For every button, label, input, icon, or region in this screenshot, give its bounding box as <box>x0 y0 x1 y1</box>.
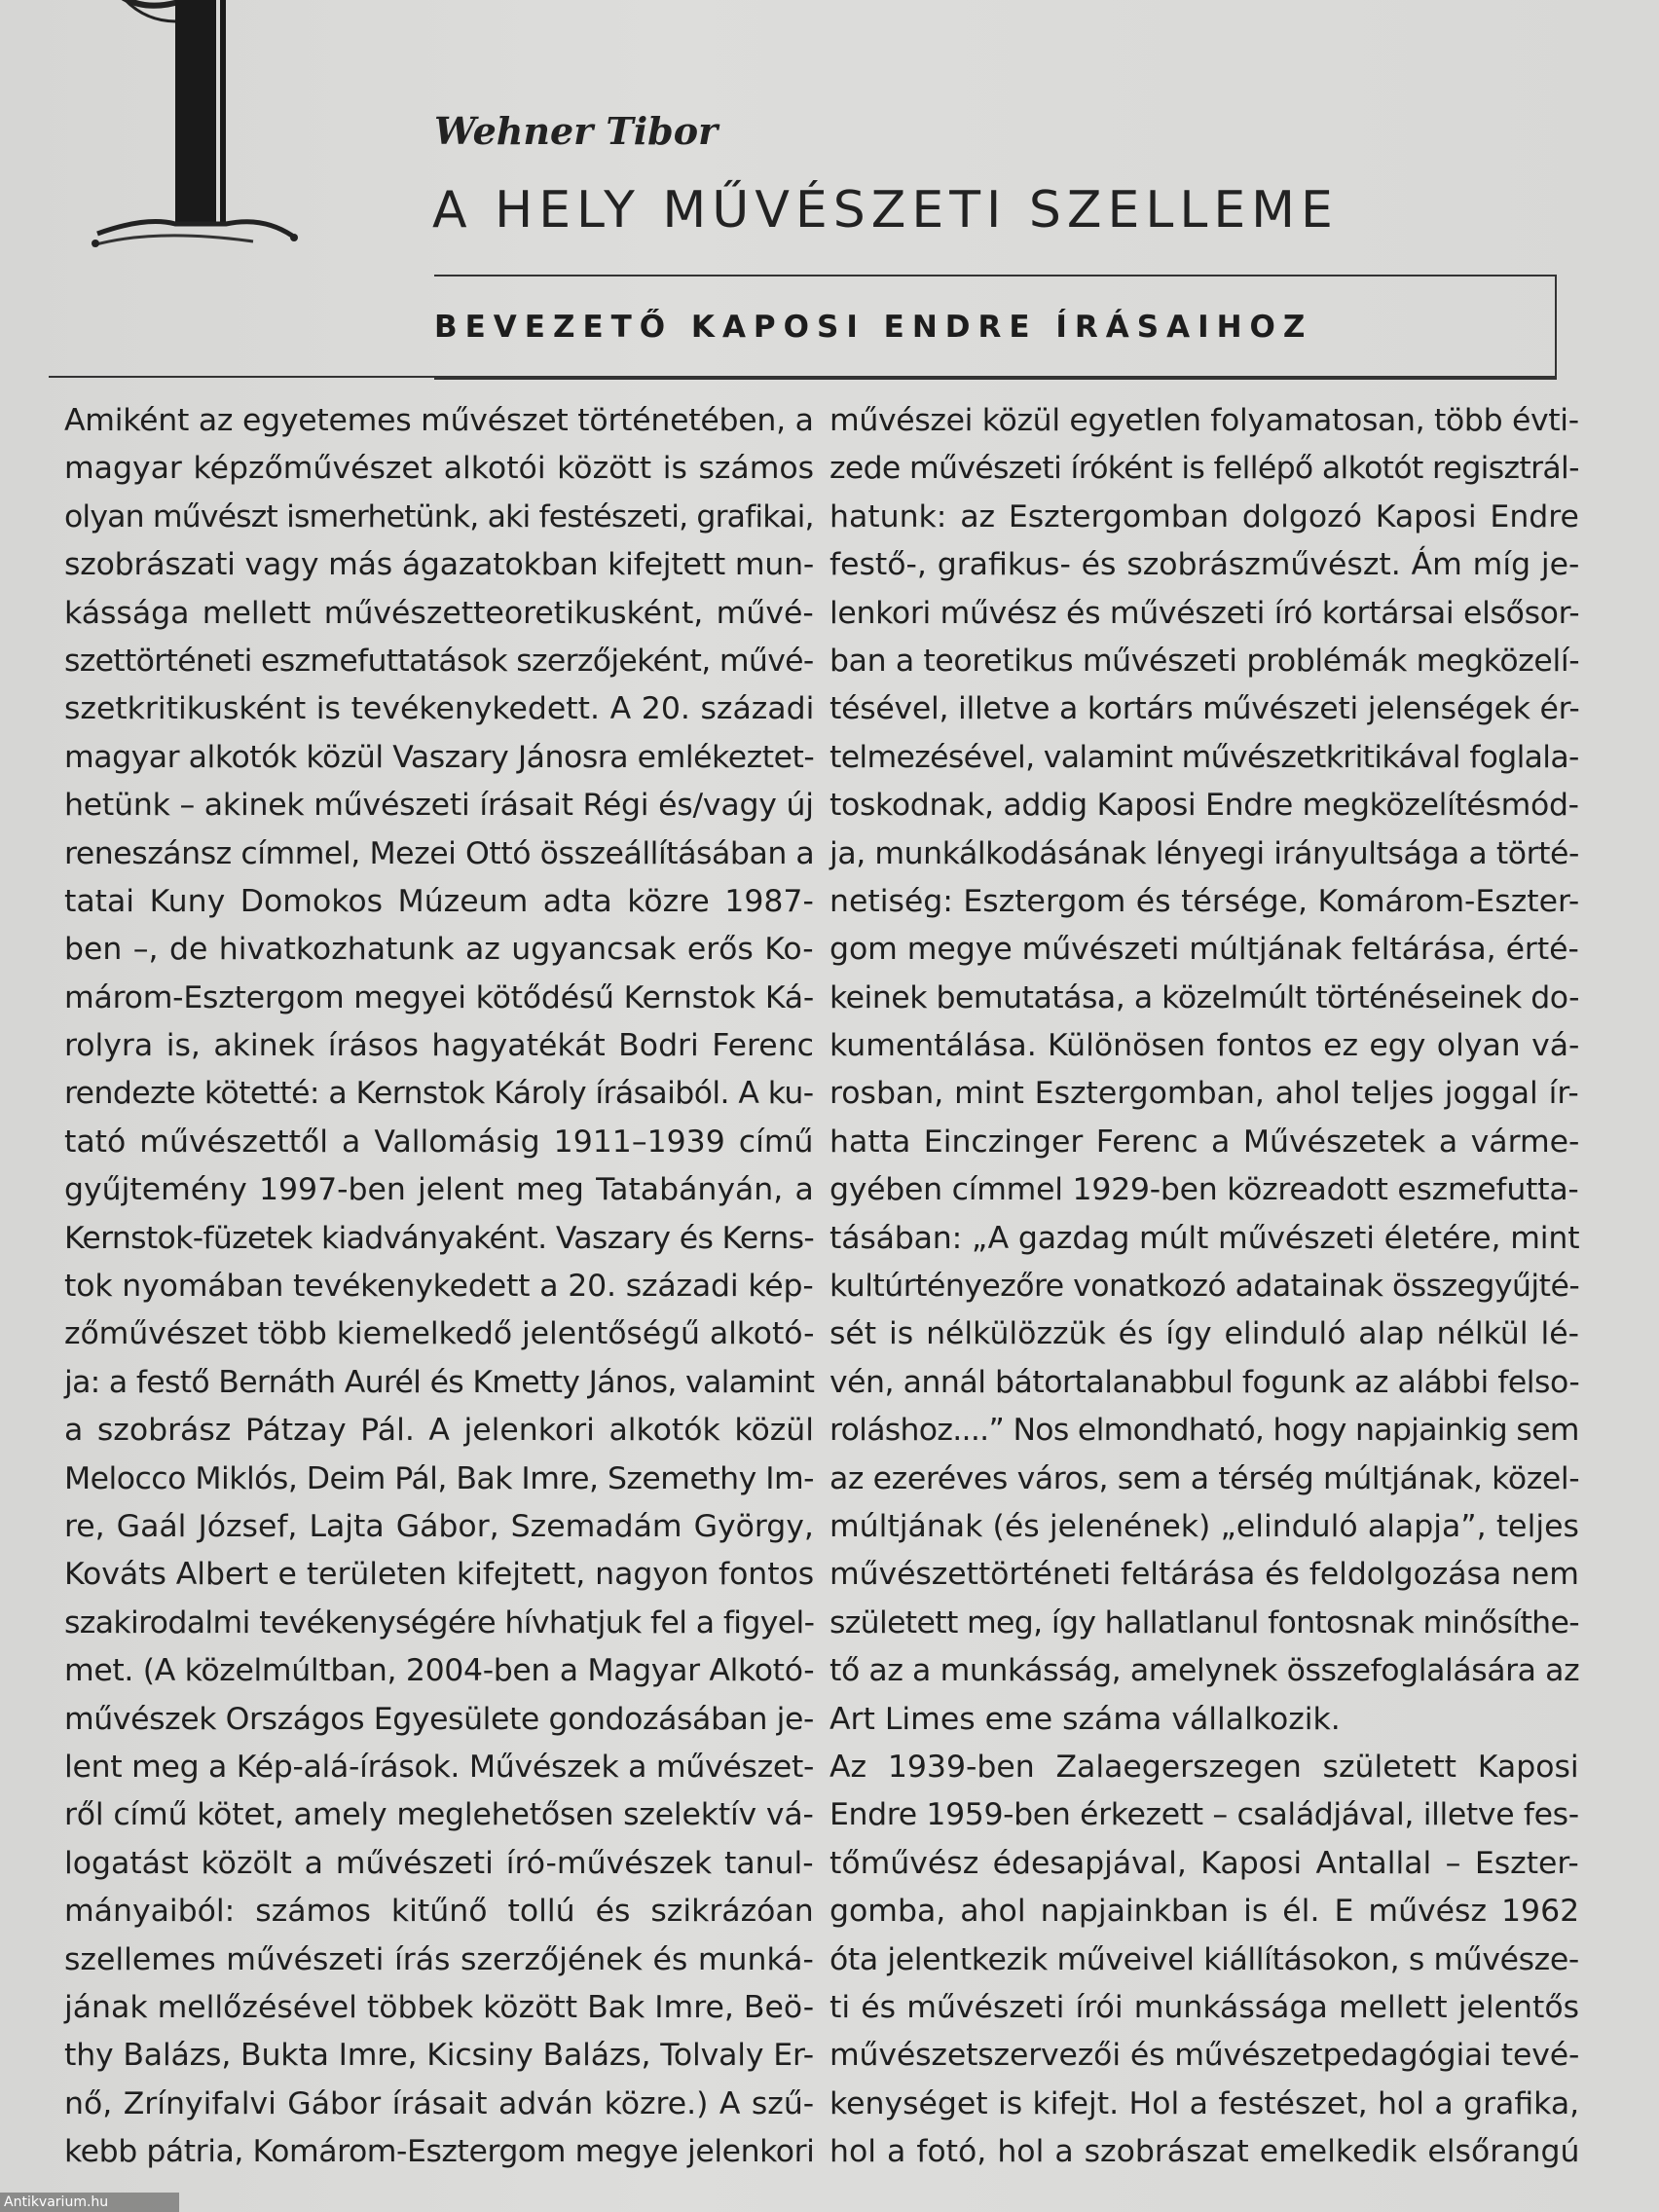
text-line: logatást közölt a művészeti író-művészek tanul- <box>64 1845 814 1881</box>
decorative-initial-letter-i <box>58 0 312 253</box>
text-line: Endre 1959-ben érkezett – családjával, illetve fes- <box>830 1797 1579 1833</box>
text-line: gomba, ahol napjainkban is él. E művész 1962 <box>830 1894 1580 1930</box>
text-line: született meg, így hallatlanul fontosnak minősíthe- <box>830 1604 1579 1641</box>
text-line: tőművész édesapjával, Kaposi Antallal – Eszter- <box>830 1845 1579 1881</box>
text-line: kebb pátria, Komárom-Esztergom megye jelenkori <box>64 2134 815 2170</box>
text-line: ja, munkálkodásának lényegi irányultsága a törté- <box>830 835 1579 871</box>
text-line: thy Balázs, Bukta Imre, Kicsiny Balázs, Tolvaly Er- <box>64 2038 814 2074</box>
text-line: művészetszervezői és művészetpedagógiai tevé- <box>830 2038 1580 2074</box>
text-line: hatunk: az Esztergomban dolgozó Kaposi Endre <box>830 498 1579 535</box>
text-line: Art Limes eme száma vállalkozik. <box>830 1701 1341 1737</box>
author-name: Wehner Tibor <box>434 109 719 153</box>
text-line: tok nyomában tevékenykedett a 20. századi kép- <box>64 1269 814 1305</box>
text-line: Az 1939-ben Zalaegerszegen született Kaposi <box>830 1749 1579 1785</box>
subtitle-rule <box>49 376 1557 378</box>
text-line: gyűjtemény 1997-ben jelent meg Tatabányán, a <box>64 1172 814 1208</box>
text-line: netiség: Esztergom és térsége, Komárom-Eszter- <box>830 883 1580 919</box>
text-column-right <box>830 397 1579 2176</box>
watermark: Antikvarium.hu <box>0 2193 179 2212</box>
text-line: mányaiból: számos kitűnő tollú és szikrázóan <box>64 1894 814 1930</box>
text-line: magyar alkotók közül Vaszary Jánosra emlékeztet- <box>64 739 815 775</box>
text-line: ről című kötet, amely meglehetősen szelektív vá- <box>64 1797 814 1833</box>
text-line: hatta Einczinger Ferenc a Művészetek a várme- <box>830 1124 1580 1160</box>
text-line: tató művészettől a Vallomásig 1911–1939 című <box>64 1124 814 1160</box>
text-line: kultúrtényezőre vonatkozó adatainak összegyűjté- <box>830 1269 1580 1305</box>
text-line: a szobrász Pátzay Pál. A jelenkori alkotók közül <box>64 1413 814 1449</box>
text-line: szettörténeti eszmefuttatások szerzőjeként, művé- <box>64 643 814 679</box>
text-line: ja: a festő Bernáth Aurél és Kmetty János, valamint <box>64 1364 815 1400</box>
text-line: keinek bemutatása, a közelmúlt történéseinek do- <box>830 979 1580 1015</box>
text-line: reneszánsz címmel, Mezei Ottó összeállításában a <box>64 835 815 871</box>
text-line: tésével, illetve a kortárs művészeti jelenségek ér- <box>830 691 1580 727</box>
text-line: rolyra is, akinek írásos hagyatékát Bodri Ferenc <box>64 1028 814 1064</box>
text-line: vén, annál bátortalanabbul fogunk az alábbi felso- <box>830 1364 1580 1400</box>
text-line: szetkritikusként is tevékenykedett. A 20. századi <box>64 691 815 727</box>
text-line: kumentálása. Különösen fontos ez egy olyan vá- <box>830 1028 1580 1064</box>
text-line: rosban, mint Esztergomban, ahol teljes joggal ír- <box>830 1076 1579 1112</box>
text-line: hetünk – akinek művészeti írásait Régi és/vagy új <box>64 788 814 824</box>
text-line: festő-, grafikus- és szobrászművészt. Ám míg je- <box>830 547 1580 583</box>
text-line: sét is nélkülözzük és így elinduló alap nélkül lé- <box>830 1316 1579 1352</box>
text-line: művészettörténeti feltárása és feldolgozása nem <box>830 1557 1579 1593</box>
text-line: Kernstok-füzetek kiadványaként. Vaszary és Kerns- <box>64 1220 815 1256</box>
text-column-left <box>64 397 814 2176</box>
text-line: múltjának (és jelenének) „elinduló alapja”, teljes <box>830 1508 1579 1544</box>
article-subtitle: BEVEZETŐ KAPOSI ENDRE ÍRÁSAIHOZ <box>434 310 1313 345</box>
text-line: szakirodalmi tevékenységére hívhatjuk fel a figyel- <box>64 1604 815 1641</box>
text-line: művészei közül egyetlen folyamatosan, több évti- <box>830 403 1579 438</box>
text-line: toskodnak, addig Kaposi Endre megközelítésmód- <box>830 788 1579 824</box>
text-line: tő az a munkásság, amelynek összefoglalására az <box>830 1653 1580 1689</box>
text-line: rendezte kötetté: a Kernstok Károly írásaiból. A ku- <box>64 1076 814 1112</box>
text-line: Amiként az egyetemes művészet történetében, a <box>64 403 814 438</box>
text-line: roláshoz....” Nos elmondható, hogy napjainkig sem <box>830 1413 1579 1449</box>
text-line: művészek Országos Egyesülete gondozásában je- <box>64 1701 814 1737</box>
text-line: szellemes művészeti írás szerzőjének és munká- <box>64 1941 814 1977</box>
text-line: magyar képzőművészet alkotói között is számos <box>64 451 815 487</box>
text-line: gyében címmel 1929-ben közreadott eszmefutta- <box>830 1172 1579 1208</box>
text-line: Melocco Miklós, Deim Pál, Bak Imre, Szemethy Im- <box>64 1460 814 1496</box>
text-line: márom-Esztergom megyei kötődésű Kernstok Ká- <box>64 979 815 1015</box>
text-line: Kováts Albert e területen kifejtett, nagyon fontos <box>64 1557 815 1593</box>
text-line: kássága mellett művészetteoretikusként, művé- <box>64 595 814 631</box>
text-line: az ezeréves város, sem a térség múltjának, közel- <box>830 1460 1580 1496</box>
text-line: nő, Zrínyifalvi Gábor írásait adván közre.) A szű- <box>64 2085 815 2121</box>
text-line: óta jelentkezik műveivel kiállításokon, s művésze- <box>830 1941 1579 1977</box>
text-line: zőművészet több kiemelkedő jelentőségű alkotó- <box>64 1316 815 1352</box>
text-line: kenységet is kifejt. Hol a festészet, hol a grafika, <box>830 2085 1580 2121</box>
text-line: ben –, de hivatkozhatunk az ugyancsak erős Ko- <box>64 932 814 968</box>
text-line: ti és művészeti írói munkássága mellett jelentős <box>830 1989 1580 2025</box>
text-line: hol a fotó, hol a szobrászat emelkedik elsőrangú <box>830 2134 1580 2170</box>
text-line: gom megye művészeti múltjának feltárása, érté- <box>830 932 1579 968</box>
text-line: olyan művészt ismerhetünk, aki festészeti, grafikai, <box>64 498 814 535</box>
text-line: lent meg a Kép-alá-írások. Művészek a művészet- <box>64 1749 815 1785</box>
text-line: lenkori művész és művészeti író kortársai elsősor- <box>830 595 1580 631</box>
text-line: tatai Kuny Domokos Múzeum adta közre 1987- <box>64 883 814 919</box>
article-title: A HELY MŰVÉSZETI SZELLEME <box>432 181 1339 240</box>
text-line: met. (A közelmúltban, 2004-ben a Magyar Alkotó- <box>64 1653 815 1689</box>
text-line: tásában: „A gazdag múlt művészeti életére, mint <box>830 1220 1580 1256</box>
text-line: telmezésével, valamint művészetkritikával foglala- <box>830 739 1579 775</box>
text-line: ban a teoretikus művészeti problémák megközelí- <box>830 643 1580 679</box>
text-line: jának mellőzésével többek között Bak Imre, Beö- <box>64 1989 815 2025</box>
text-line: szobrászati vagy más ágazatokban kifejtett mun- <box>64 547 815 583</box>
text-line: zede művészeti íróként is fellépő alkotót regisztrál- <box>830 451 1579 487</box>
text-line: re, Gaál József, Lajta Gábor, Szemadám György, <box>64 1508 814 1544</box>
